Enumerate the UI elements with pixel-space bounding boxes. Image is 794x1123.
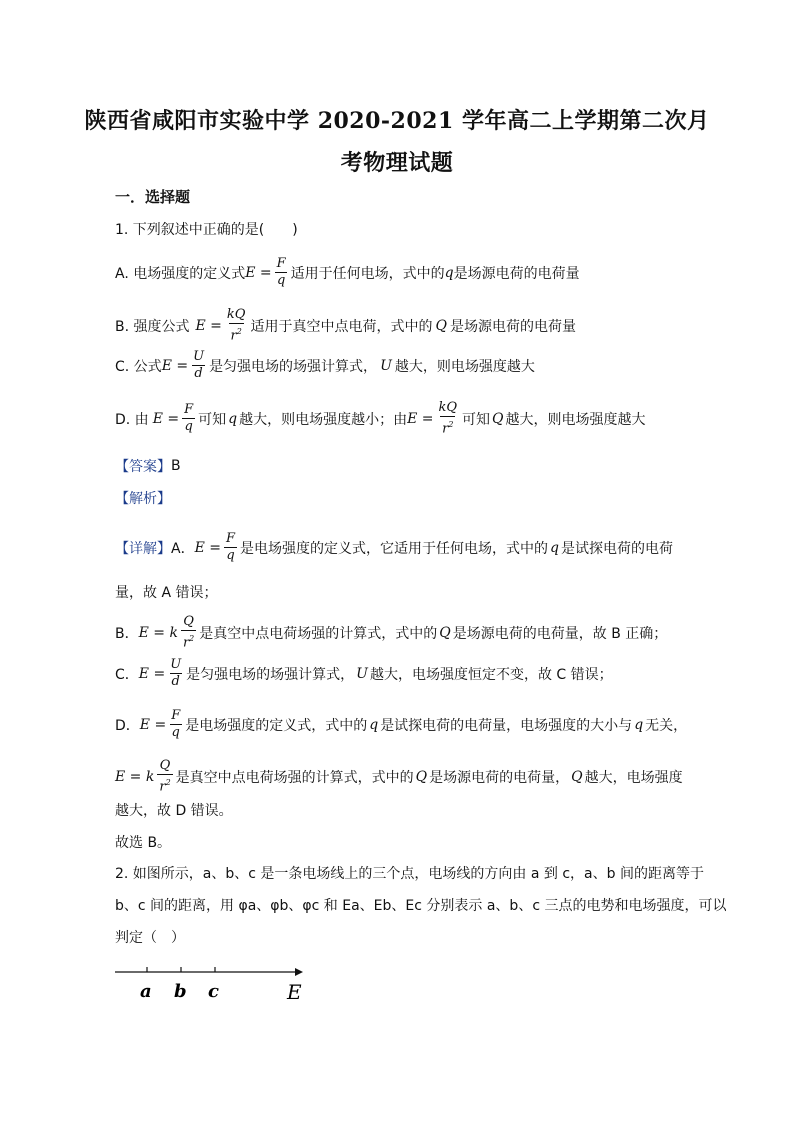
q1-option-d-mid2: 越大，则电场强度越小；由	[239, 411, 408, 428]
symbol-q: q	[444, 264, 454, 281]
fraction-kq-over-r2	[437, 400, 460, 437]
fraction-u-over-d	[168, 657, 183, 690]
formula-e-lhs: E =	[195, 317, 222, 334]
label-c: c	[208, 981, 219, 1002]
formula-e-lhs: E =	[407, 410, 434, 427]
detail-b-prefix: B．	[115, 625, 139, 642]
detail-tag: 【详解】	[115, 540, 171, 557]
q2-line2: b、c 间的距离，用 φa、φb、φc 和 Ea、Eb、Ec 分别表示 a、b、c 三点的电势和电场强度，可以	[115, 898, 727, 914]
symbol-u: U	[356, 665, 368, 682]
denominator: $r^2$	[440, 416, 455, 437]
fraction-kq-over-r2	[225, 307, 248, 344]
q1-option-b	[115, 307, 576, 344]
detail-c-end: 越大，电场强度恒定不变，故 C 错误；	[369, 666, 613, 683]
q1-option-a-end: 是场源电荷的电荷量	[453, 265, 580, 282]
q1-option-d-prefix: D. 由	[115, 411, 149, 428]
formula-e-lhs: E =	[161, 357, 189, 374]
denominator: $r^2$	[229, 323, 244, 344]
denominator: $r^2$	[157, 774, 172, 795]
formula-e-lhs: E =	[194, 539, 221, 556]
symbol-q: Q	[415, 768, 428, 785]
q1-option-d-mid1: 可知	[198, 411, 227, 428]
symbol-q: Q	[439, 624, 451, 641]
denominator: q	[226, 548, 235, 563]
detail-d-prefix: D．	[115, 717, 140, 734]
denominator: q	[184, 419, 193, 435]
denominator: d	[171, 674, 180, 689]
detail-d-mid: 是试探电荷的电荷量，电场强度的大小与	[380, 717, 633, 734]
formula-e-lhs: E = k	[138, 624, 178, 641]
fraction-f-over-q	[182, 402, 195, 435]
detail-c-text: 是匀强电场的场强计算式，	[186, 666, 355, 683]
document-title-line2: 考物理试题	[340, 150, 454, 176]
numerator: F	[276, 256, 286, 271]
symbol-q: q	[228, 410, 238, 427]
q1-option-d	[115, 400, 646, 437]
arrowhead-icon	[295, 968, 303, 976]
formula-e-lhs: E = k	[115, 768, 155, 785]
symbol-q: q	[369, 716, 379, 733]
fraction-f-over-q	[275, 256, 288, 289]
denominator: q	[171, 725, 180, 740]
fraction-q-over-r2	[157, 758, 172, 795]
symbol-q: Q	[571, 768, 583, 785]
analysis-tag: 【解析】	[115, 491, 171, 507]
formula-e-lhs: E =	[139, 716, 167, 733]
detail-d-text: 是电场强度的定义式，式中的	[185, 717, 368, 734]
detail-d	[115, 708, 687, 741]
answer-line	[115, 456, 181, 476]
q1-stem: 1. 下列叙述中正确的是( )	[115, 222, 298, 238]
q1-option-a	[115, 256, 580, 289]
answer-tag: 【答案】	[115, 459, 171, 475]
detail-a-cont: 量，故 A 错误；	[115, 585, 218, 601]
q2-line3: 判定（ ）	[115, 930, 185, 946]
formula-e-lhs: E =	[152, 410, 180, 427]
detail-b-text: 是真空中点电荷场强的计算式，式中的	[199, 625, 438, 642]
formula-e-lhs: E =	[245, 264, 272, 281]
detail-a-text: 是电场强度的定义式，它适用于任何电场，式中的	[240, 540, 549, 557]
document-title-line1: 陕西省咸阳市实验中学 2020-2021 学年高二上学期第二次月	[84, 108, 710, 134]
q1-option-b-suffix: 适用于真空中点电荷，式中的	[250, 318, 433, 335]
q1-option-d-end: 越大，则电场强度越大	[505, 411, 646, 428]
section-heading: 一．选择题	[115, 188, 191, 206]
detail-d2-end: 越大，电场强度	[584, 769, 683, 786]
q1-option-c-prefix: C. 公式	[115, 358, 162, 375]
q1-option-a-suffix: 适用于任何电场，式中的	[290, 265, 445, 282]
symbol-u: U	[380, 357, 392, 374]
symbol-q: q	[634, 716, 644, 733]
numerator: kQ	[226, 307, 246, 322]
symbol-q: Q	[435, 317, 447, 334]
denominator: q	[276, 273, 286, 288]
detail-d2-cont: 越大，故 D 错误。	[115, 803, 233, 819]
detail-b-end: 是场源电荷的电荷量，故 B 正确；	[452, 625, 668, 642]
answer-value: B	[171, 458, 181, 474]
numerator: U	[170, 657, 182, 672]
numerator: F	[184, 402, 194, 418]
fraction-f-over-q	[169, 708, 182, 741]
detail-c-prefix: C．	[115, 666, 139, 683]
numerator: U	[193, 349, 205, 364]
symbol-q: q	[550, 539, 559, 556]
q1-option-b-end: 是场源电荷的电荷量	[449, 318, 576, 335]
label-a: a	[140, 981, 152, 1002]
detail-a-prefix: A．	[171, 540, 195, 557]
q1-option-c-end: 越大，则电场强度越大	[394, 358, 535, 375]
conclusion: 故选 B。	[115, 835, 172, 851]
fraction-u-over-d	[191, 349, 206, 382]
detail-d2-text: 是真空中点电荷场强的计算式，式中的	[175, 769, 414, 786]
label-b: b	[174, 981, 187, 1002]
symbol-q: Q	[492, 410, 504, 427]
detail-a	[115, 531, 673, 564]
denominator: $r^2$	[181, 630, 196, 651]
q1-option-c	[115, 349, 535, 382]
fraction-f-over-q	[224, 531, 237, 564]
numerator: F	[225, 531, 236, 546]
q1-option-a-prefix: A. 电场强度的定义式	[115, 265, 246, 282]
q1-option-b-prefix: B. 强度公式	[115, 318, 190, 335]
numerator: Q	[159, 758, 171, 773]
q1-option-c-suffix: 是匀强电场的场强计算式，	[209, 358, 378, 375]
fraction-q-over-r2	[181, 614, 196, 651]
formula-e-lhs: E =	[138, 665, 166, 682]
detail-d-end: 无关，	[645, 717, 688, 734]
numerator: Q	[183, 614, 194, 629]
detail-b	[115, 614, 667, 651]
detail-d2-mid: 是场源电荷的电荷量，	[429, 769, 570, 786]
q2-line1: 2. 如图所示，a、b、c 是一条电场线上的三个点，电场线的方向由 a 到 c，a、b 间的距离等于	[115, 866, 704, 882]
numerator: kQ	[438, 400, 458, 415]
numerator: F	[171, 708, 181, 723]
detail-a-end: 是试探电荷的电荷	[560, 540, 673, 557]
q1-option-d-mid3: 可知	[462, 411, 491, 428]
label-e: E	[287, 980, 302, 1004]
detail-c	[115, 657, 613, 690]
denominator: d	[194, 366, 203, 381]
field-line-figure	[115, 960, 315, 1010]
detail-d-2	[115, 758, 683, 795]
